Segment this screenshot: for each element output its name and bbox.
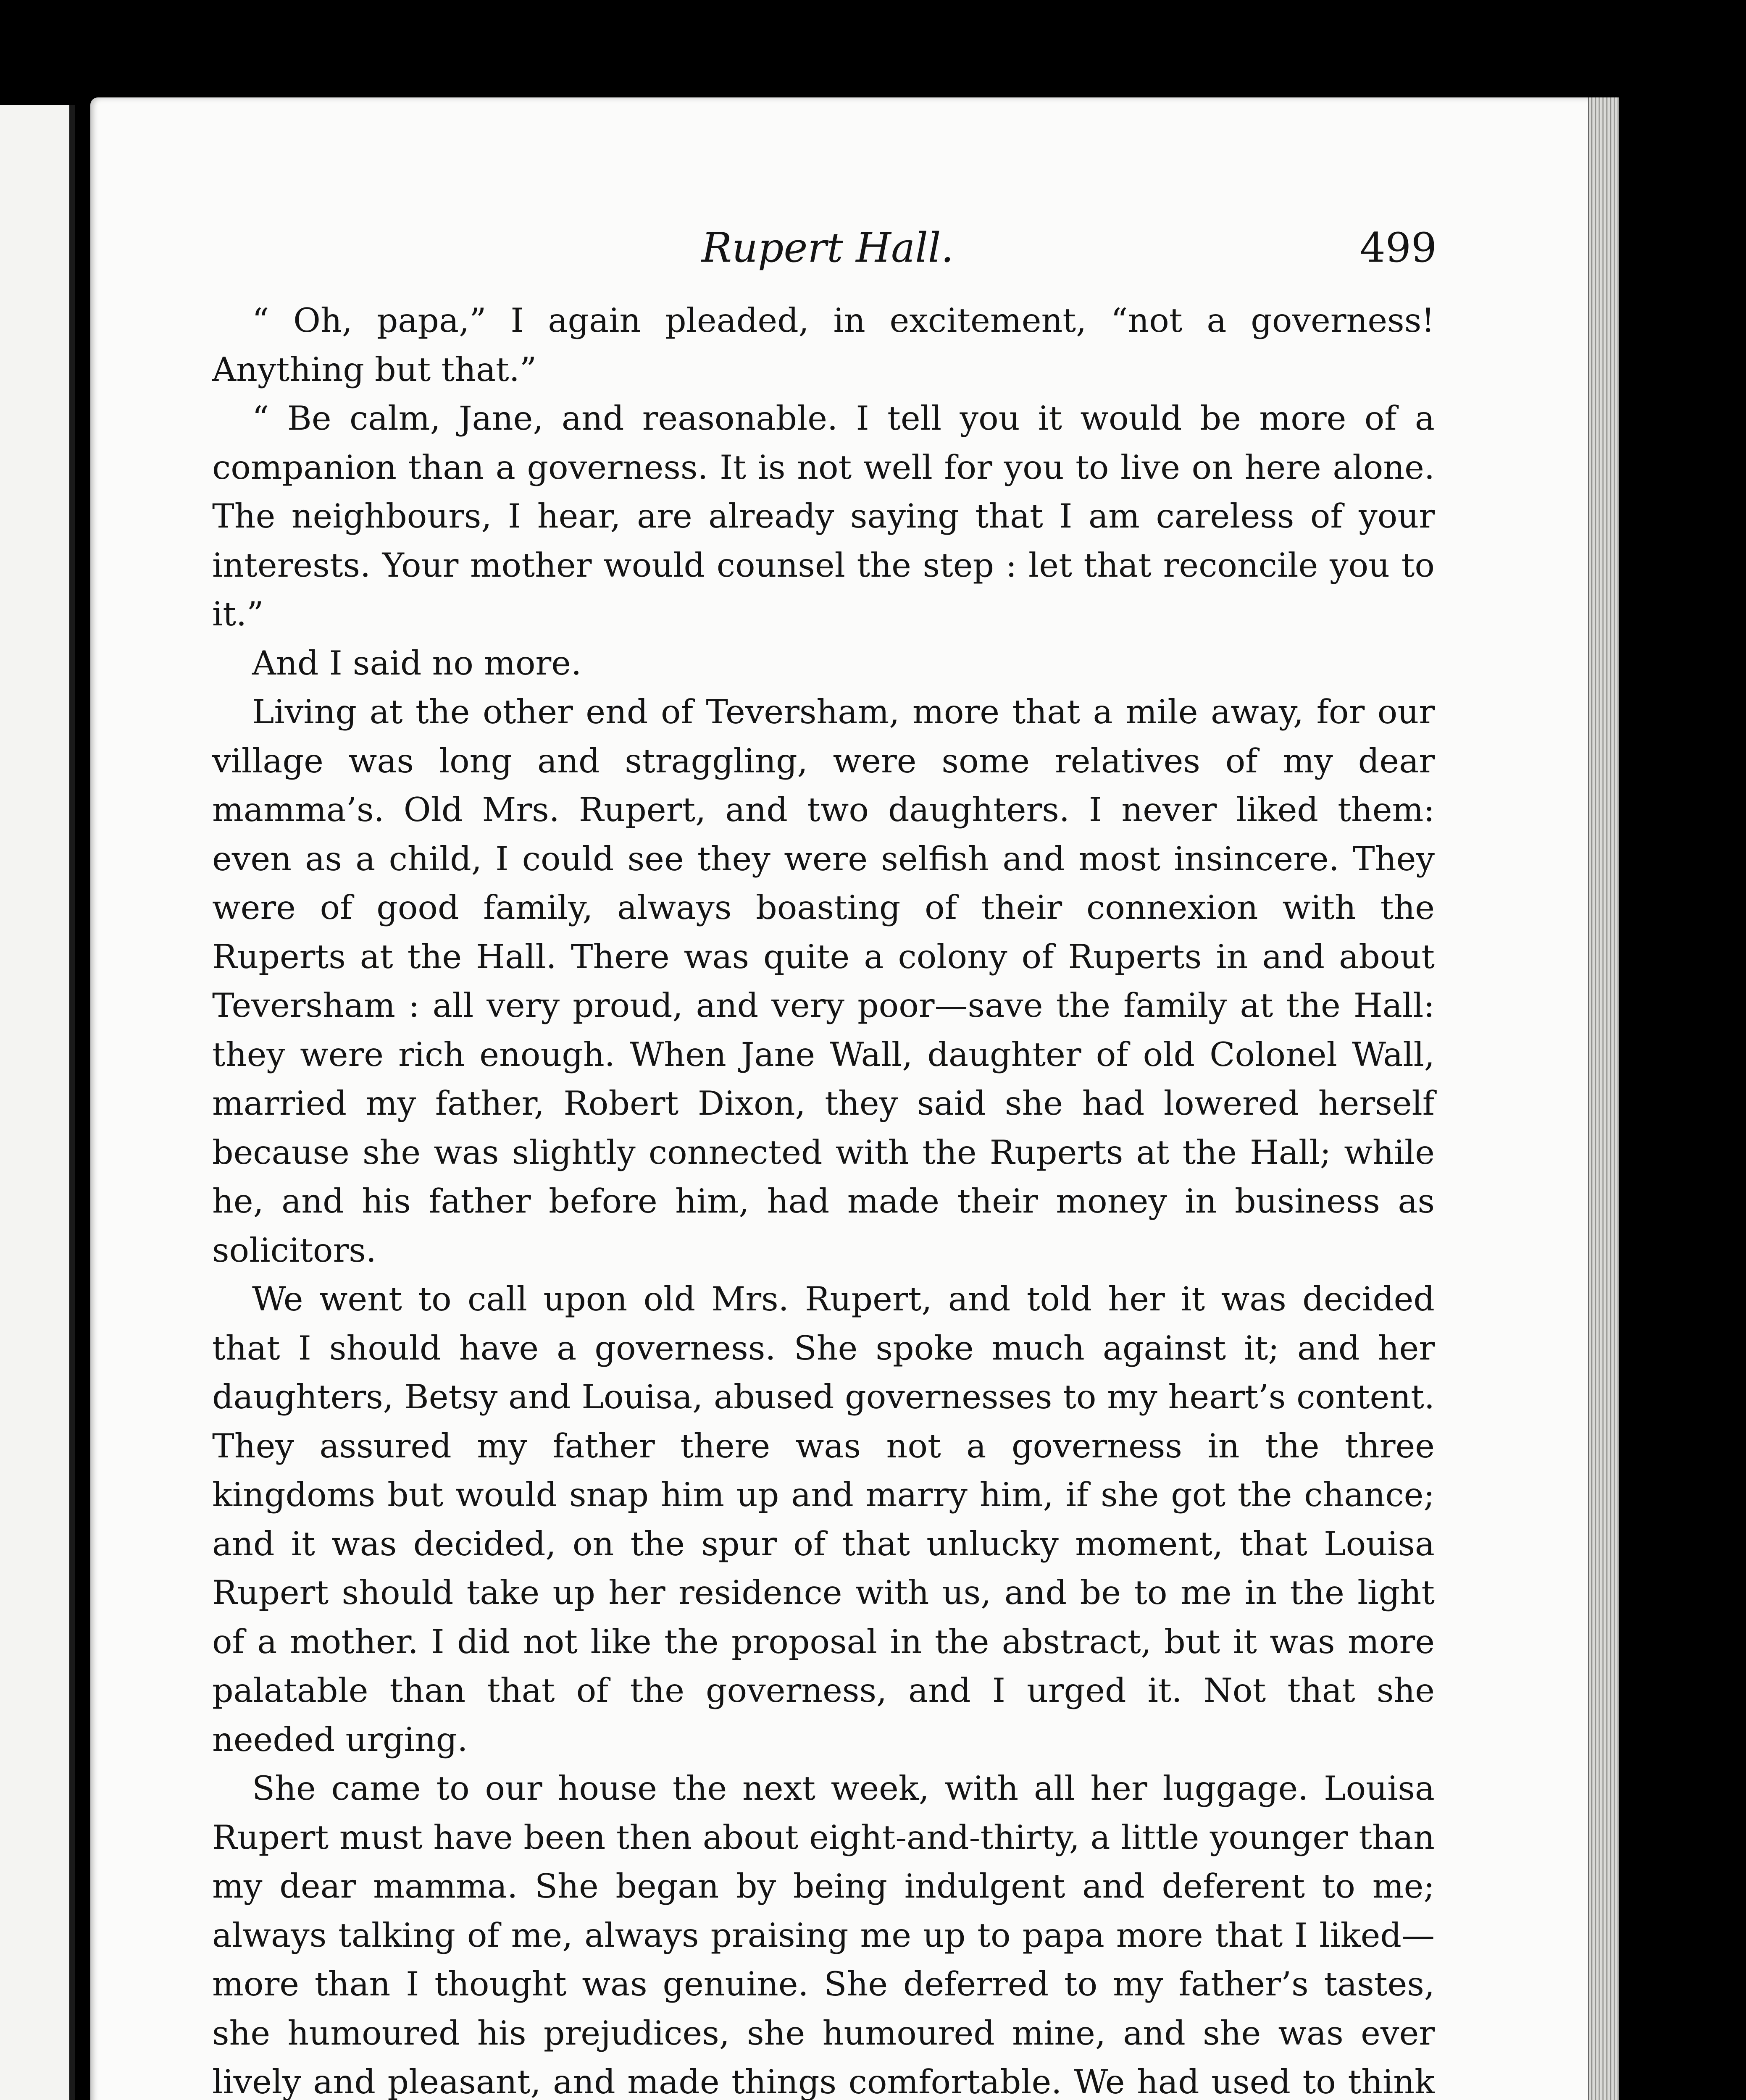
paragraph: She came to our house the next week, with all her luggage. Louisa Rupert must have been then about eight-and-thirty, a little younger than my dear mamma. She began by being indulgent and deferent to me; always talking of me, always praising me up to papa more that I liked—more than I thought was genuine. She deferred to my father’s tastes, she humoured his prejudices, she humoured mine, and she was ever lively and pleasant, and made things comfortable. We had used to think: [212, 1769, 1435, 2100]
page-number: 499: [1359, 224, 1437, 271]
paragraph: Living at the other end of Teversham, more that a mile away, for our village was long and straggling, were some relatives of my dear mamma’s. Old Mrs. Rupert, and two daughters. I never liked them: even as a child, I could see they were selfish and most insincere. They were of good family, always boasting of their connexion with the Ruperts at the Hall. There was quite a colony of Ruperts in and about Teversham : all very proud, and very poor—save the family at the Hall: they were rich enough. When Jane Wall, daughter of old Colonel Wall, married my father, Robert Dixon, they said she had lowered herself because she was slightly connected with the Ruperts at the Hall; while he, and his father before him, had made their money in business as solicitors.: [212, 693, 1435, 1270]
running-head: Rupert Hall.: [701, 224, 954, 271]
paragraph: “ Oh, papa,” I again pleaded, in excitement, “not a governess! Anything but that.”: [212, 301, 1435, 389]
paragraph: And I said no more.: [252, 643, 582, 682]
paragraph: We went to call upon old Mrs. Rupert, and told her it was decided that I should have a governess. She spoke much against it; and her daughters, Betsy and Louisa, abused governesses to my heart’s content. They assured my father there was not a governess in the three kingdoms but would snap him up and marry him, if she got the chance; and it was decided, on the spur of that unlucky moment, that Louisa Rupert should take up her residence with us, and be to me in the light of a mother. I did not like the proposal in the abstract, but it was more palatable than that of the governess, and I urged it. Not that she needed urging.: [212, 1280, 1435, 1759]
body-text: [212, 296, 1435, 2100]
page-header: [218, 218, 1437, 277]
facing-page-edge: [0, 105, 75, 2100]
paragraph: “ Be calm, Jane, and reasonable. I tell you it would be more of a companion than a governess. It is not well for you to live on here alone. The neighbours, I hear, are already saying that I am careless of your interests. Your mother would counsel the step : let that reconcile you to it.”: [212, 399, 1435, 633]
page-stack-edges: [1588, 97, 1619, 2100]
